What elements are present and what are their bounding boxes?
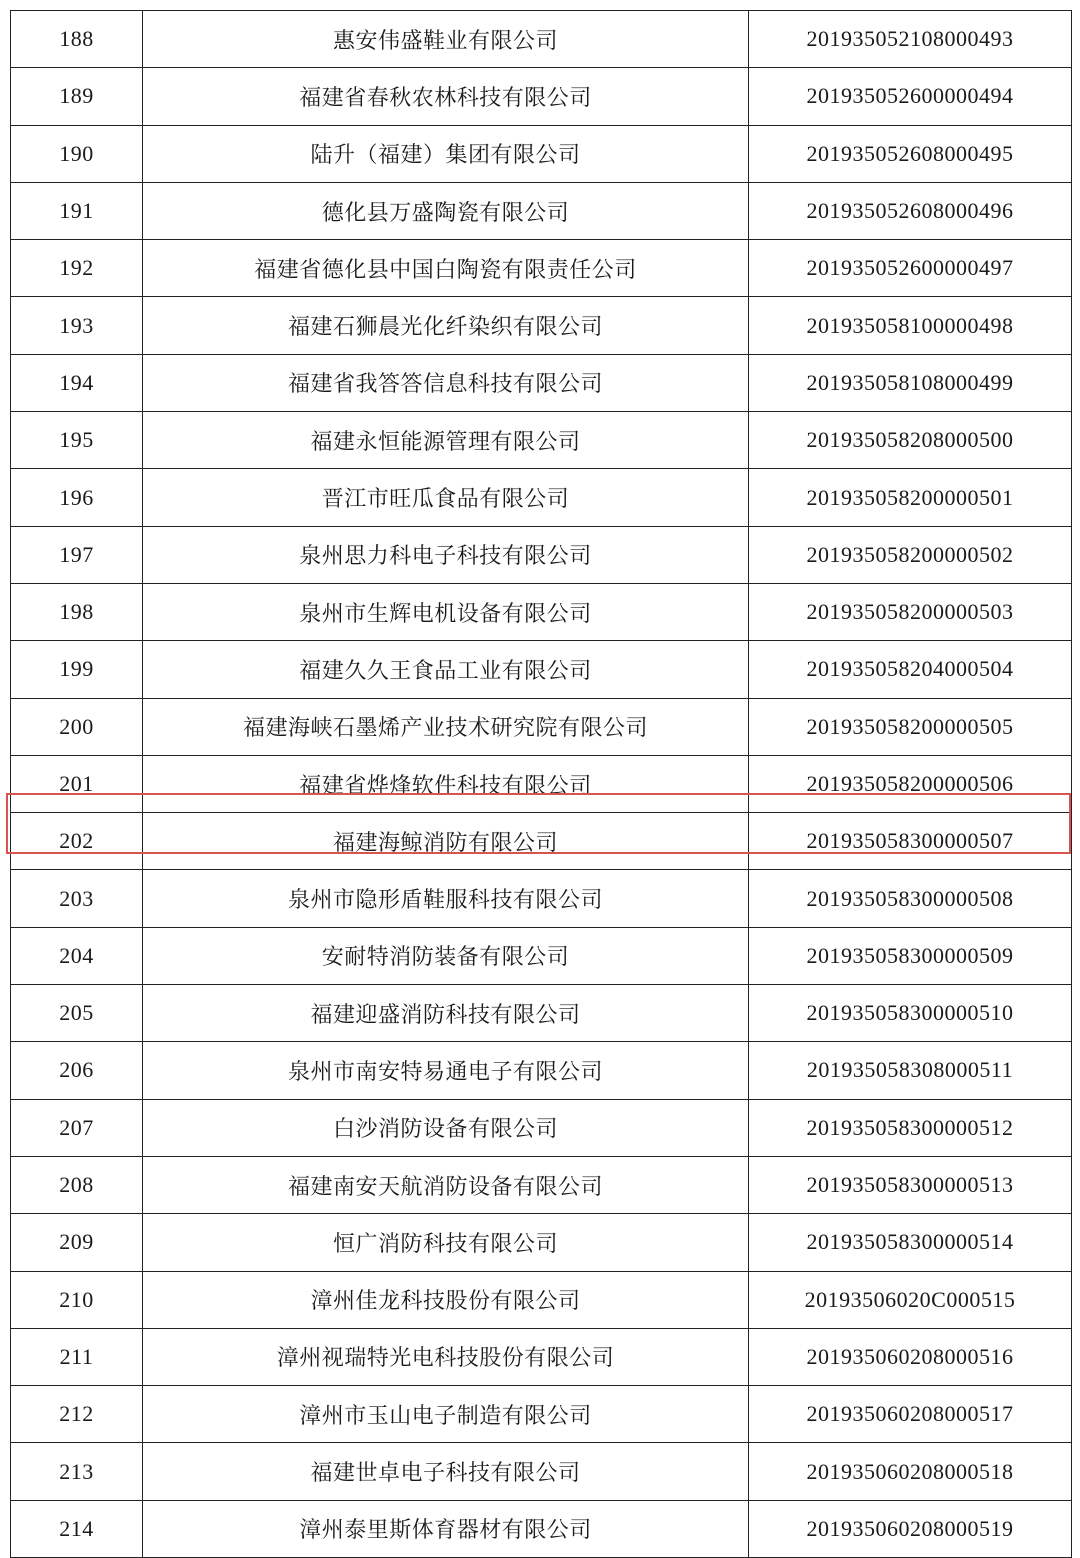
table-row <box>11 1328 1072 1385</box>
registration-code: 201935060208000516 <box>749 1328 1072 1385</box>
company-name: 福建省烨烽软件科技有限公司 <box>143 755 749 812</box>
table-row <box>11 583 1072 640</box>
table-row <box>11 354 1072 411</box>
company-name: 晋江市旺瓜食品有限公司 <box>143 469 749 526</box>
table-row <box>11 1156 1072 1213</box>
row-number: 200 <box>11 698 143 755</box>
row-number: 201 <box>11 755 143 812</box>
registration-code: 201935058200000503 <box>749 583 1072 640</box>
registration-code: 201935052608000495 <box>749 125 1072 182</box>
company-name: 漳州市玉山电子制造有限公司 <box>143 1386 749 1443</box>
row-number: 198 <box>11 583 143 640</box>
table-row <box>11 755 1072 812</box>
row-number: 210 <box>11 1271 143 1328</box>
row-number: 214 <box>11 1500 143 1557</box>
table-row <box>11 985 1072 1042</box>
table-row <box>11 68 1072 125</box>
row-number: 203 <box>11 870 143 927</box>
table-row <box>11 412 1072 469</box>
registration-code: 201935058100000498 <box>749 297 1072 354</box>
table-row <box>11 1500 1072 1557</box>
registration-code: 201935058300000507 <box>749 813 1072 870</box>
table-row <box>11 1443 1072 1500</box>
registration-code: 201935060208000518 <box>749 1443 1072 1500</box>
registration-code: 201935058300000514 <box>749 1214 1072 1271</box>
row-number: 192 <box>11 240 143 297</box>
table-row <box>11 11 1072 68</box>
row-number: 193 <box>11 297 143 354</box>
row-number: 189 <box>11 68 143 125</box>
table-row <box>11 870 1072 927</box>
company-name: 福建世卓电子科技有限公司 <box>143 1443 749 1500</box>
registration-code: 201935058200000505 <box>749 698 1072 755</box>
registration-code: 201935058108000499 <box>749 354 1072 411</box>
table-row <box>11 927 1072 984</box>
row-number: 195 <box>11 412 143 469</box>
registration-code: 201935058300000509 <box>749 927 1072 984</box>
registration-code: 201935052608000496 <box>749 182 1072 239</box>
company-name: 福建石狮晨光化纤染织有限公司 <box>143 297 749 354</box>
table-row <box>11 1214 1072 1271</box>
row-number: 197 <box>11 526 143 583</box>
company-name: 福建海峡石墨烯产业技术研究院有限公司 <box>143 698 749 755</box>
table-row <box>11 1042 1072 1099</box>
registration-code: 201935058200000501 <box>749 469 1072 526</box>
company-registry-table <box>10 10 1072 1558</box>
row-number: 191 <box>11 182 143 239</box>
table-row <box>11 125 1072 182</box>
table-row <box>11 526 1072 583</box>
row-number: 205 <box>11 985 143 1042</box>
registration-code: 201935058200000502 <box>749 526 1072 583</box>
table-row <box>11 698 1072 755</box>
registration-code: 20193506020C000515 <box>749 1271 1072 1328</box>
table-row <box>11 641 1072 698</box>
table-row <box>11 1386 1072 1443</box>
company-name: 漳州视瑞特光电科技股份有限公司 <box>143 1328 749 1385</box>
table-row <box>11 182 1072 239</box>
row-number: 194 <box>11 354 143 411</box>
table-row <box>11 1271 1072 1328</box>
company-name: 福建迎盛消防科技有限公司 <box>143 985 749 1042</box>
company-name: 泉州思力科电子科技有限公司 <box>143 526 749 583</box>
row-number: 202 <box>11 813 143 870</box>
row-number: 196 <box>11 469 143 526</box>
table-body <box>11 11 1072 1558</box>
company-name: 福建省春秋农林科技有限公司 <box>143 68 749 125</box>
company-name: 福建省我答答信息科技有限公司 <box>143 354 749 411</box>
registration-code: 201935060208000519 <box>749 1500 1072 1557</box>
row-number: 190 <box>11 125 143 182</box>
registration-code: 201935058200000506 <box>749 755 1072 812</box>
registration-code: 201935058300000513 <box>749 1156 1072 1213</box>
company-name: 恒广消防科技有限公司 <box>143 1214 749 1271</box>
company-name: 德化县万盛陶瓷有限公司 <box>143 182 749 239</box>
registration-code: 201935058308000511 <box>749 1042 1072 1099</box>
table-row <box>11 297 1072 354</box>
row-number: 211 <box>11 1328 143 1385</box>
company-name: 漳州佳龙科技股份有限公司 <box>143 1271 749 1328</box>
row-number: 209 <box>11 1214 143 1271</box>
registration-code: 201935058300000512 <box>749 1099 1072 1156</box>
table-row <box>11 1099 1072 1156</box>
table-row <box>11 469 1072 526</box>
table-row <box>11 240 1072 297</box>
company-name: 福建南安天航消防设备有限公司 <box>143 1156 749 1213</box>
company-name: 福建永恒能源管理有限公司 <box>143 412 749 469</box>
company-name: 惠安伟盛鞋业有限公司 <box>143 11 749 68</box>
row-number: 208 <box>11 1156 143 1213</box>
company-name: 安耐特消防装备有限公司 <box>143 927 749 984</box>
company-name: 福建海鲸消防有限公司 <box>143 813 749 870</box>
table-row <box>11 813 1072 870</box>
company-name: 福建省德化县中国白陶瓷有限责任公司 <box>143 240 749 297</box>
registration-code: 201935058204000504 <box>749 641 1072 698</box>
registration-code: 201935052108000493 <box>749 11 1072 68</box>
company-name: 陆升（福建）集团有限公司 <box>143 125 749 182</box>
registration-code: 201935060208000517 <box>749 1386 1072 1443</box>
registration-code: 201935058300000510 <box>749 985 1072 1042</box>
company-name: 白沙消防设备有限公司 <box>143 1099 749 1156</box>
row-number: 206 <box>11 1042 143 1099</box>
company-name: 漳州泰里斯体育器材有限公司 <box>143 1500 749 1557</box>
company-name: 泉州市南安特易通电子有限公司 <box>143 1042 749 1099</box>
registration-code: 201935052600000494 <box>749 68 1072 125</box>
row-number: 204 <box>11 927 143 984</box>
company-name: 泉州市隐形盾鞋服科技有限公司 <box>143 870 749 927</box>
row-number: 207 <box>11 1099 143 1156</box>
company-name: 福建久久王食品工业有限公司 <box>143 641 749 698</box>
company-name: 泉州市生辉电机设备有限公司 <box>143 583 749 640</box>
registration-code: 201935052600000497 <box>749 240 1072 297</box>
row-number: 212 <box>11 1386 143 1443</box>
row-number: 199 <box>11 641 143 698</box>
row-number: 188 <box>11 11 143 68</box>
registration-code: 201935058208000500 <box>749 412 1072 469</box>
registration-code: 201935058300000508 <box>749 870 1072 927</box>
row-number: 213 <box>11 1443 143 1500</box>
